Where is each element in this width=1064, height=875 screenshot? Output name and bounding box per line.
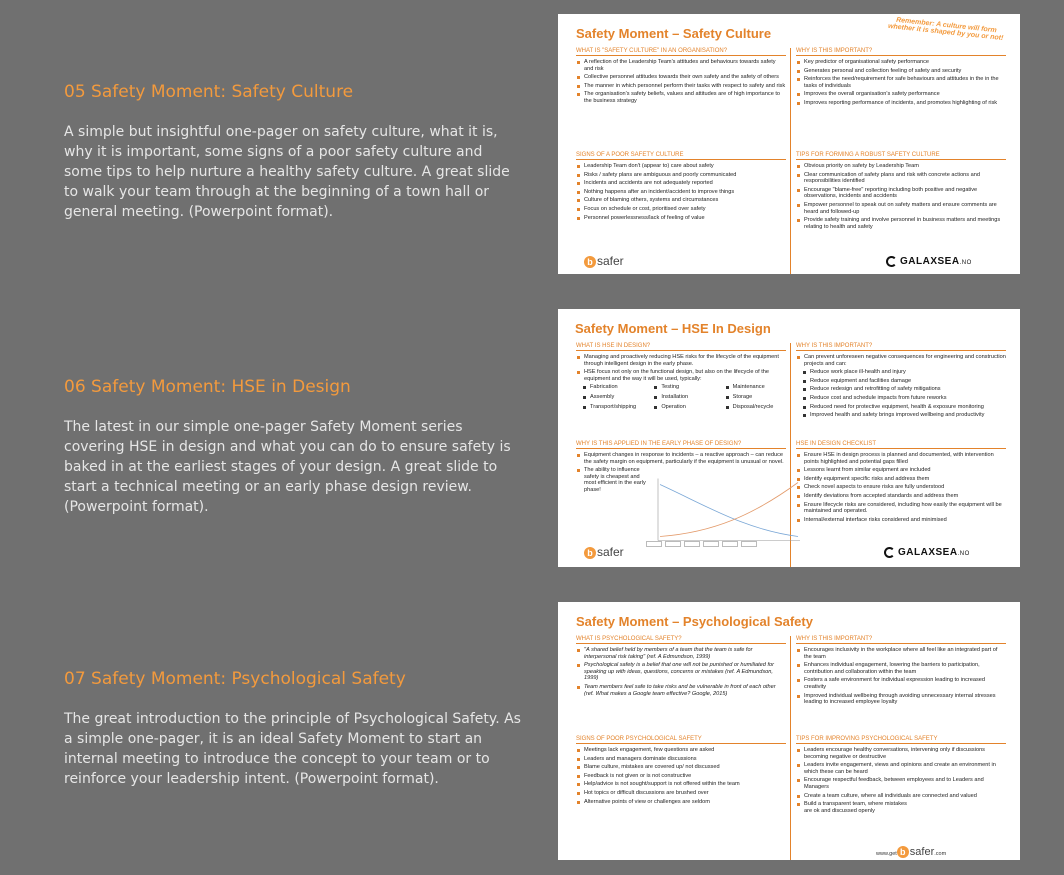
list-item: Check novel aspects to ensure risks are fully understood — [796, 484, 1006, 491]
grid-item: Installation — [647, 394, 714, 401]
list-subitem: Reduce equipment and facilities damage — [796, 378, 1006, 385]
section-heading: WHY IS THIS IMPORTANT? — [796, 48, 1006, 56]
section-heading: WHAT IS HSE IN DESIGN? — [576, 343, 786, 351]
list-item: Enhances individual engagement, lowering the barriers to participation, contribution and collaboration within the team — [796, 662, 1006, 675]
slide-title: Safety Moment – Psychological Safety — [576, 614, 813, 629]
section-what-is — [576, 48, 786, 107]
list-subitem: Reduced need for protective equipment, health & exposure monitoring — [796, 404, 1006, 411]
list-item: Improves the overall organisation's safety performance — [796, 91, 1006, 98]
section-heading: TIPS FOR FORMING A ROBUST SAFETY CULTURE — [796, 152, 1006, 160]
column-divider — [790, 636, 791, 860]
early-phase-figure — [576, 467, 786, 533]
spiral-icon — [886, 256, 897, 267]
section-why-important — [796, 636, 1006, 708]
list-item: Hot topics or difficult discussions are brushed over — [576, 790, 786, 797]
list-item: Encourage respectful feedback, between employees and to Leaders and Managers — [796, 777, 1006, 790]
list-item: Lessons learnt from similar equipment are included — [796, 467, 1006, 474]
list-item: Culture of blaming others, systems and circumstances — [576, 197, 786, 204]
column-divider — [790, 48, 791, 274]
list-item: Focus on schedule or cost, prioritised over safety — [576, 206, 786, 213]
list-item: Encourage "blame-free" reporting including both positive and negative observations, incidents and accidents — [796, 187, 1006, 200]
section-why-important — [796, 343, 1006, 421]
section-heading: WHY IS THIS APPLIED IN THE EARLY PHASE OF DESIGN? — [576, 441, 786, 449]
list-subitem: Improved health and safety brings improved wellbeing and productivity — [796, 412, 1006, 419]
section-what-is — [576, 636, 786, 699]
list-item: Meetings lack engagement, few questions are asked — [576, 747, 786, 754]
list-subitem: Reduce cost and schedule impacts from future reworks — [796, 395, 1006, 402]
list-item: "A shared belief held by members of a team that the team is safe for interpersonal risk taking" (ref. A Edmundson, 1999) — [576, 647, 786, 660]
slide-note: Remember: A culture will form whether it is shaped by you or not! — [887, 16, 1004, 43]
list-subitem: Reduce work place ill-health and injury — [796, 369, 1006, 376]
section-checklist — [796, 441, 1006, 525]
list-item: Feedback is not given or is not constructive — [576, 773, 786, 780]
list-item: Internal/external interface risks considered and minimised — [796, 517, 1006, 524]
grid-item: Transport/shipping — [576, 404, 643, 411]
bsafer-logo: b safer — [584, 254, 624, 268]
list-item: Blame culture, mistakes are covered up/ not discussed — [576, 764, 786, 771]
slide-thumbnail-safety-culture[interactable] — [558, 14, 1020, 274]
entry-title[interactable]: 07 Safety Moment: Psychological Safety — [64, 669, 406, 689]
grid-item: Fabrication — [576, 384, 643, 391]
list-item: Generates personal and collection feeling of safety and security — [796, 68, 1006, 75]
slide-thumbnail-psychological-safety[interactable] — [558, 602, 1020, 860]
list-item: Team members feel safe to take risks and be vulnerable in front of each other (ref. What makes a Google team effective? Google, 2015) — [576, 684, 786, 697]
getsafer-url: www.get b safer.com — [876, 846, 947, 858]
list-item: A reflection of the Leadership Team's attitudes and behaviours towards safety and risk — [576, 59, 786, 72]
entry-description: A simple but insightful one-pager on safety culture, what it is, why it is important, some signs of a poor safety culture and some tips to help nurture a healthy safety culture. A great slide to walk your team through at the beginning of a town hall or general meeting. (Powerpoint format). — [64, 124, 510, 220]
section-heading: HSE IN DESIGN CHECKLIST — [796, 441, 1006, 449]
section-tips — [796, 152, 1006, 232]
list-subitem: Reduce redesign and retrofitting of safety mitigations — [796, 386, 1006, 393]
list-item: Leaders and managers dominate discussions — [576, 756, 786, 763]
influence-cost-curve-figure — [654, 467, 804, 552]
influence-curve — [660, 485, 798, 537]
section-heading: SIGNS OF POOR PSYCHOLOGICAL SAFETY — [576, 736, 786, 744]
section-heading: WHAT IS "SAFETY CULTURE" IN AN ORGANISATION? — [576, 48, 786, 56]
section-heading: TIPS FOR IMPROVING PSYCHOLOGICAL SAFETY — [796, 736, 1006, 744]
list-item: Improves reporting performance of incidents, and promotes highlighting of risk — [796, 100, 1006, 107]
grid-item: Storage — [719, 394, 786, 401]
list-item: Collective personnel attitudes towards their own safety and the safety of others — [576, 74, 786, 81]
list-item: Managing and proactively reducing HSE risks for the lifecycle of the equipment through intelligent design in the early phase. — [576, 354, 786, 367]
section-early-phase — [576, 441, 786, 547]
section-signs-poor — [576, 152, 786, 223]
lifecycle-grid — [576, 384, 786, 412]
list-item: Ensure lifecycle risks are considered, including how easily the equipment will be maintained and operated. — [796, 502, 1006, 515]
list-item: Equipment changes in response to incidents – a reactive approach – can reduce the safety margin on equipment, particularly if the equipment is unusual or novel. — [576, 452, 786, 465]
list-item: Personnel powerlessness/lack of feeling of value — [576, 215, 786, 222]
list-item: The manner in which personnel perform their tasks with respect to safety and risk — [576, 83, 786, 90]
galaxsea-logo: GALAXSEA.NO — [884, 547, 970, 558]
grid-item: Maintenance — [719, 384, 786, 391]
section-heading: WHY IS THIS IMPORTANT? — [796, 343, 1006, 351]
list-item: Reinforces the need/requirement for safe behaviours and attitudes in the in the tasks of individuals — [796, 76, 1006, 89]
entry-safety-culture — [64, 82, 524, 222]
list-item: Build a transparent team, where mistakes are ok and discussed openly — [796, 801, 916, 814]
entry-psychological-safety — [64, 669, 524, 789]
galaxsea-logo: GALAXSEA.NO — [886, 256, 972, 267]
list-item: Psychological safety is a belief that one will not be punished or humiliated for speaking up with ideas, questions, concerns or mistakes (ref. A Edmundson, 1999) — [576, 662, 786, 682]
section-signs-poor — [576, 736, 786, 807]
slide-title: Safety Moment – Safety Culture — [576, 26, 772, 41]
entry-description: The latest in our simple one-pager Safety Moment series covering HSE in design and what you can do to ensure safety is baked in at the earliest stages of your design. A great slide to start a technical meeting or an early phase design review. (Powerpoint format). — [64, 419, 511, 515]
list-item: Identify deviations from accepted standards and address them — [796, 493, 1006, 500]
list-item: Identify equipment specific risks and address them — [796, 476, 1006, 483]
list-item: Alternative points of view or challenges are seldom — [576, 799, 786, 806]
list-item: Leaders invite engagement, views and opinions and create an environment in which these can be heard — [796, 762, 1006, 775]
list-item: HSE focus not only on the functional design, but also on the lifecycle of the equipment and the way it will be used, typically: — [576, 369, 786, 382]
entry-description: The great introduction to the principle of Psychological Safety. As a simple one-pager, it is an ideal Safety Moment to start an internal meeting to introduce the concept to your team or to reinforce your leadership intent. (Powerpoint format). — [64, 711, 521, 787]
list-item: Ensure HSE in design process is planned and documented, with intervention points highlighted and potential gaps filled — [796, 452, 1006, 465]
grid-item: Operation — [647, 404, 714, 411]
section-tips — [796, 736, 1006, 816]
spiral-icon — [884, 547, 895, 558]
list-item: Improved individual wellbeing through avoiding unnecessary internal stresses leading to increased employee loyalty — [796, 693, 1006, 706]
list-item: Create a team culture, where all individuals are connected and valued — [796, 793, 1006, 800]
grid-item: Assembly — [576, 394, 643, 401]
list-item: Leaders encourage healthy conversations, intervening only if discussions becoming negative or destructive — [796, 747, 1006, 760]
bsafer-b-icon: b — [897, 846, 909, 858]
section-heading: WHY IS THIS IMPORTANT? — [796, 636, 1006, 644]
list-item: The ability to influence safety is cheapest and most efficient in the early phase! — [576, 467, 646, 493]
list-item: Leadership Team don't (appear to) care about safety — [576, 163, 786, 170]
cost-curve — [660, 483, 798, 537]
section-heading: WHAT IS PSYCHOLOGICAL SAFETY? — [576, 636, 786, 644]
list-item: Fosters a safe environment for individual expression leading to increased creativity — [796, 677, 1006, 690]
list-item: Help/advice is not sought/support is not offered within the team — [576, 781, 786, 788]
list-item: Encourages inclusivity in the workplace where all feel like an integrated part of the team — [796, 647, 1006, 660]
list-item: Can prevent unforeseen negative consequences for engineering and construction projects and can: — [796, 354, 1006, 367]
list-item: Key predictor of organisational safety performance — [796, 59, 1006, 66]
entry-title[interactable]: 05 Safety Moment: Safety Culture — [64, 82, 354, 102]
list-item: Obvious priority on safety by Leadership Team — [796, 163, 1006, 170]
list-item: The organisation's safety beliefs, values and attitudes are of high importance to the business strategy — [576, 91, 786, 104]
list-item: Nothing happens after an incident/accident to improve things — [576, 189, 786, 196]
grid-item: Testing — [647, 384, 714, 391]
section-why-important — [796, 48, 1006, 109]
section-what-is — [576, 343, 786, 415]
list-item: Empower personnel to speak out on safety matters and ensure comments are heard and followed-up — [796, 202, 1006, 215]
section-heading: SIGNS OF A POOR SAFETY CULTURE — [576, 152, 786, 160]
entry-title[interactable]: 06 Safety Moment: HSE in Design — [64, 377, 351, 397]
entry-hse-in-design — [64, 377, 524, 517]
list-item: Risks / safety plans are ambiguous and poorly communicated — [576, 172, 786, 179]
list-item: Incidents and accidents are not adequately reported — [576, 180, 786, 187]
list-item: Provide safety training and involve personnel in business matters and meetings relating to health and safety — [796, 217, 1006, 230]
slide-thumbnail-hse-in-design[interactable] — [558, 309, 1020, 567]
list-item: Clear communication of safety plans and risk with concrete actions and responsibilities identified — [796, 172, 1006, 185]
slide-title: Safety Moment – HSE In Design — [575, 321, 771, 336]
grid-item: Disposal/recycle — [719, 404, 786, 411]
bsafer-logo: b safer — [584, 545, 624, 559]
